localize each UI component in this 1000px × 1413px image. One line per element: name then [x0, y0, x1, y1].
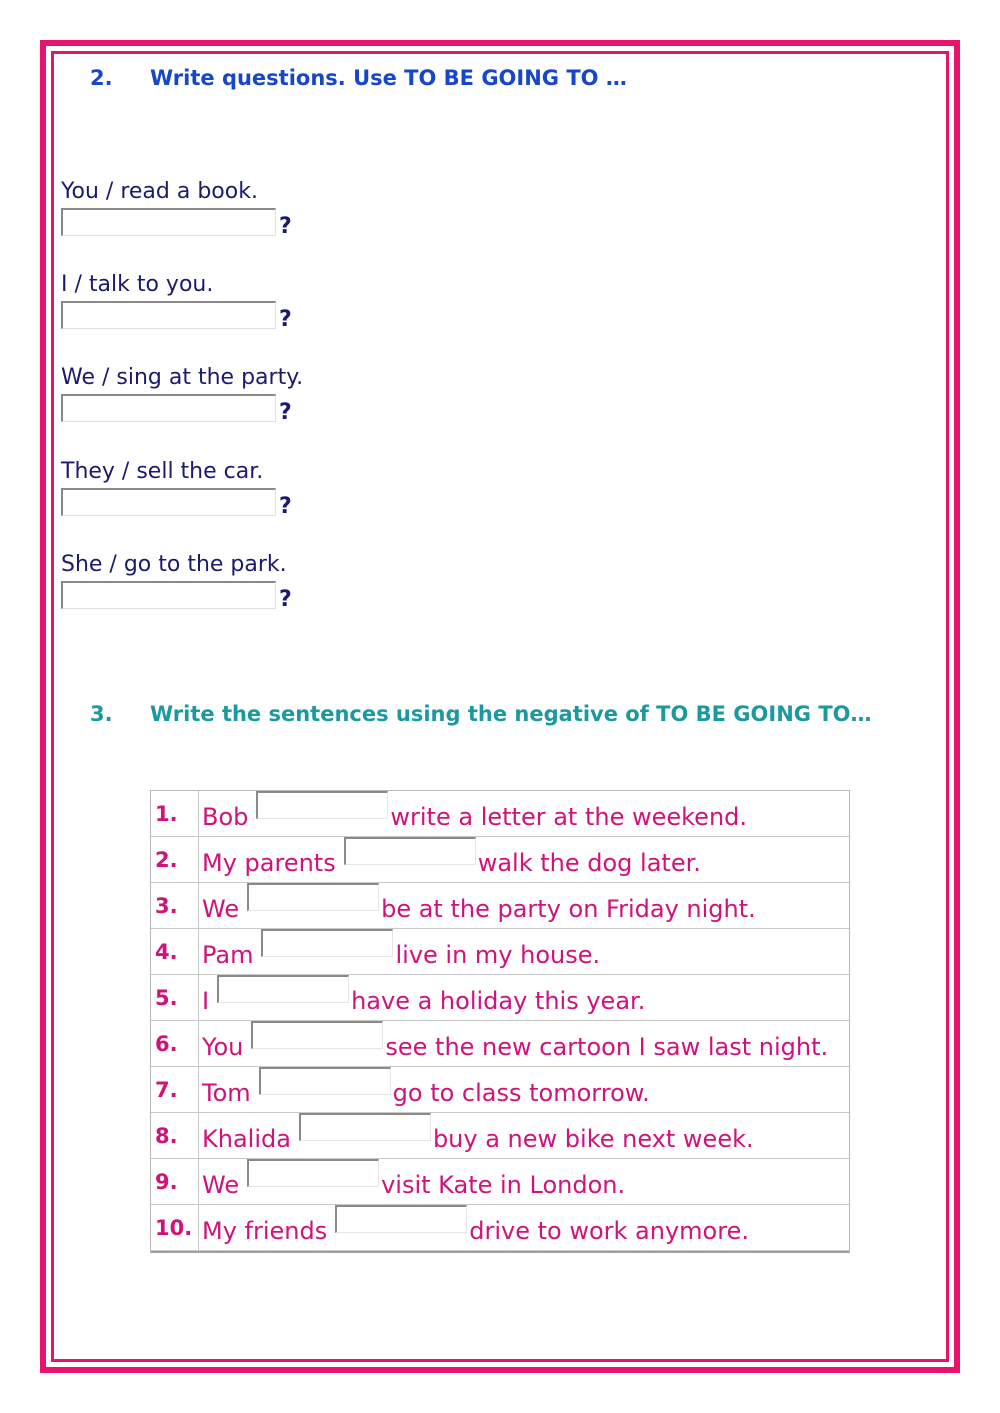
row-number: 3.	[151, 883, 199, 929]
sentence-cell	[199, 929, 849, 975]
sentence-rest: have a holiday this year.	[351, 987, 646, 1015]
row-number: 4.	[151, 929, 199, 975]
question-prompt: We / sing at the party.	[61, 365, 304, 390]
table-row	[151, 929, 849, 975]
question-prompt: You / read a book.	[61, 179, 258, 204]
table-row	[151, 1021, 849, 1067]
table-row	[151, 1205, 849, 1251]
sentence-subject: Khalida	[202, 1125, 291, 1153]
question-item	[61, 272, 292, 332]
sentence-subject: We	[202, 895, 240, 923]
sentence-cell	[199, 1205, 849, 1251]
question-item	[61, 552, 292, 612]
answer-input[interactable]	[247, 1159, 379, 1187]
sentence-cell	[199, 975, 849, 1021]
sentence-rest: visit Kate in London.	[381, 1171, 626, 1199]
table-row	[151, 791, 849, 837]
sentence-cell	[199, 837, 849, 883]
answer-input[interactable]	[61, 301, 276, 329]
answer-input[interactable]	[299, 1113, 431, 1141]
sentence-rest: write a letter at the weekend.	[390, 803, 748, 831]
sentence-subject: My parents	[202, 849, 336, 877]
sentence-rest: live in my house.	[395, 941, 601, 969]
question-item	[61, 179, 292, 239]
section-3-heading	[90, 702, 872, 726]
row-number: 7.	[151, 1067, 199, 1113]
answer-input[interactable]	[261, 929, 393, 957]
section-3-title: Write the sentences using the negative of TO BE GOING TO…	[150, 702, 872, 726]
sentence-subject: I	[202, 987, 210, 1015]
answer-input[interactable]	[61, 488, 276, 516]
sentence-cell	[199, 791, 849, 837]
sentence-rest: go to class tomorrow.	[392, 1079, 650, 1107]
table-row	[151, 1113, 849, 1159]
question-prompt: They / sell the car.	[61, 459, 264, 484]
row-number: 2.	[151, 837, 199, 883]
sentence-subject: Bob	[202, 803, 249, 831]
row-number: 9.	[151, 1159, 199, 1205]
answer-input[interactable]	[61, 208, 276, 236]
answer-input[interactable]	[335, 1205, 467, 1233]
section-2-number: 2.	[90, 66, 113, 90]
sentence-subject: My friends	[202, 1217, 328, 1245]
row-number: 1.	[151, 791, 199, 837]
answer-input[interactable]	[259, 1067, 391, 1095]
sentence-rest: see the new cartoon I saw last night.	[385, 1033, 829, 1061]
answer-input[interactable]	[217, 975, 349, 1003]
table-row	[151, 1067, 849, 1113]
negative-sentences-table	[150, 790, 850, 1253]
section-2-title: Write questions. Use TO BE GOING TO …	[150, 66, 627, 90]
row-number: 6.	[151, 1021, 199, 1067]
table-row	[151, 883, 849, 929]
sentence-cell	[199, 1113, 849, 1159]
question-mark: ?	[279, 307, 292, 332]
sentence-cell	[199, 883, 849, 929]
question-mark: ?	[279, 400, 292, 425]
answer-input[interactable]	[61, 581, 276, 609]
section-2-heading	[90, 66, 627, 90]
answer-input[interactable]	[251, 1021, 383, 1049]
sentence-cell	[199, 1021, 849, 1067]
question-prompt: She / go to the park.	[61, 552, 287, 577]
sentence-rest: buy a new bike next week.	[432, 1125, 754, 1153]
question-item	[61, 459, 292, 519]
sentence-subject: Tom	[202, 1079, 251, 1107]
sentence-rest: drive to work anymore.	[469, 1217, 749, 1245]
answer-input[interactable]	[61, 394, 276, 422]
sentence-rest: walk the dog later.	[477, 849, 701, 877]
table-row	[151, 975, 849, 1021]
question-mark: ?	[279, 587, 292, 612]
sentence-cell	[199, 1067, 849, 1113]
sentence-subject: We	[202, 1171, 240, 1199]
answer-input[interactable]	[247, 883, 379, 911]
question-prompt: I / talk to you.	[61, 272, 214, 297]
sentence-rest: be at the party on Friday night.	[381, 895, 756, 923]
row-number: 10.	[151, 1205, 199, 1251]
sentence-subject: You	[202, 1033, 244, 1061]
table-row	[151, 837, 849, 883]
question-mark: ?	[279, 214, 292, 239]
answer-input[interactable]	[256, 791, 388, 819]
answer-input[interactable]	[344, 837, 476, 865]
section-3-number: 3.	[90, 702, 113, 726]
row-number: 8.	[151, 1113, 199, 1159]
question-item	[61, 366, 303, 424]
sentence-cell	[199, 1159, 849, 1205]
sentence-subject: Pam	[202, 941, 254, 969]
row-number: 5.	[151, 975, 199, 1021]
table-row	[151, 1159, 849, 1205]
question-mark: ?	[279, 494, 292, 519]
